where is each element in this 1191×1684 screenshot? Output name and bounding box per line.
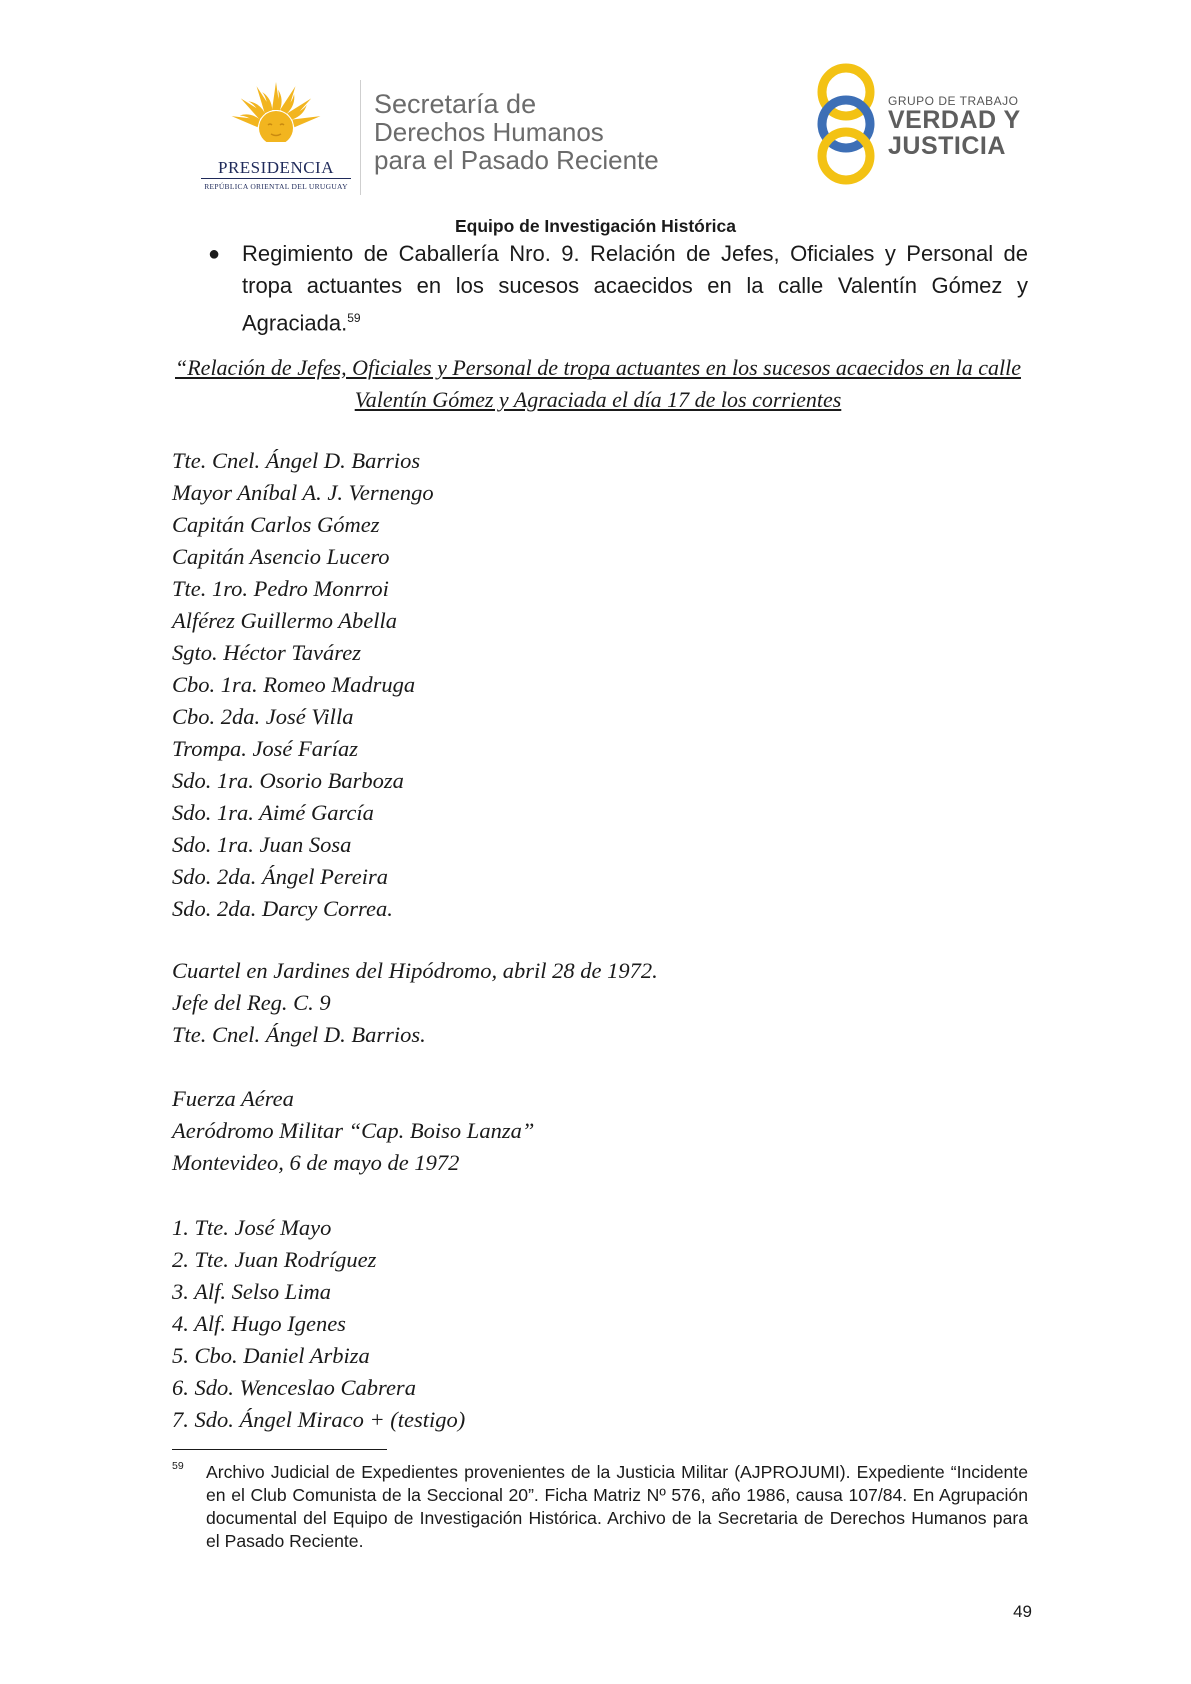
personnel-item: Sdo. 2da. Ángel Pereira bbox=[172, 864, 389, 889]
presidencia-subtitle: REPÚBLICA ORIENTAL DEL URUGUAY bbox=[204, 182, 348, 191]
personnel-item: Mayor Aníbal A. J. Vernengo bbox=[172, 480, 434, 505]
team-title: Equipo de Investigación Histórica bbox=[454, 216, 737, 236]
numbered-item: 1. Tte. José Mayo bbox=[172, 1215, 332, 1240]
bullet-text: Regimiento de Caballería Nro. 9. Relación de Jefes, Oficiales y Personal de tropa actuantes en los sucesos acaecidos en la calle Valentín Gómez y Agraciada. bbox=[242, 241, 1028, 336]
secretaria-logo-text bbox=[374, 90, 659, 174]
personnel-item: Cbo. 1ra. Romeo Madruga bbox=[172, 672, 416, 697]
numbered-item: 6. Sdo. Wenceslao Cabrera bbox=[172, 1375, 416, 1400]
presidencia-name: PRESIDENCIA bbox=[217, 158, 334, 177]
signature-line: Jefe del Reg. C. 9 bbox=[172, 990, 331, 1015]
personnel-item: Sdo. 1ra. Osorio Barboza bbox=[172, 768, 404, 793]
fuerza-aerea-line: Aeródromo Militar “Cap. Boiso Lanza” bbox=[172, 1118, 535, 1143]
gtvj-justicia: JUSTICIA bbox=[888, 132, 1006, 160]
fuerza-aerea-line: Fuerza Aérea bbox=[172, 1086, 294, 1111]
signature-line: Cuartel en Jardines del Hipódromo, abril 28 de 1972. bbox=[172, 958, 658, 983]
footnote-reference[interactable]: 59 bbox=[347, 311, 361, 325]
personnel-item: Sdo. 1ra. Juan Sosa bbox=[172, 832, 352, 857]
interlinked-rings-icon bbox=[808, 60, 888, 190]
fuerza-aerea-block bbox=[172, 1083, 534, 1179]
page-number: 49 bbox=[1013, 1602, 1032, 1621]
header-divider bbox=[360, 80, 361, 195]
numbered-item: 2. Tte. Juan Rodríguez bbox=[172, 1247, 377, 1272]
sun-icon bbox=[224, 80, 328, 160]
footnote-number: 59 bbox=[172, 1460, 184, 1472]
personnel-item: Tte. 1ro. Pedro Monrroi bbox=[172, 576, 389, 601]
gtvj-small-label: GRUPO DE TRABAJO bbox=[888, 94, 1019, 108]
personnel-item: Alférez Guillermo Abella bbox=[172, 608, 397, 633]
fuerza-aerea-line: Montevideo, 6 de mayo de 1972 bbox=[172, 1150, 460, 1175]
personnel-list bbox=[172, 445, 434, 925]
numbered-item: 4. Alf. Hugo Igenes bbox=[172, 1311, 346, 1336]
secretaria-line-1: Secretaría de bbox=[374, 89, 537, 119]
signature-block bbox=[172, 955, 658, 1051]
page-header bbox=[0, 60, 1191, 200]
quote-title: “Relación de Jefes, Oficiales y Personal de tropa actuantes en los sucesos acaecidos en la calle Valentín Gómez y Agraciada el día 17 de los corrientes bbox=[175, 355, 1021, 412]
personnel-item: Sdo. 2da. Darcy Correa. bbox=[172, 896, 393, 921]
footnote-text: Archivo Judicial de Expedientes provenientes de la Justicia Militar (AJPROJUMI). Expediente “Incidente en el Club Comunista de la Seccional 20”. Ficha Matriz Nº 576, año 1986, causa 107/84. En Agrupación documental del Equipo de Investigación Histórica. Archivo de la Secretaria de Derechos Humanos para el Pasado Reciente. bbox=[206, 1462, 1028, 1551]
personnel-item: Sdo. 1ra. Aimé García bbox=[172, 800, 374, 825]
gtvj-verdad: VERDAD Y bbox=[888, 106, 1021, 134]
numbered-item: 3. Alf. Selso Lima bbox=[172, 1279, 331, 1304]
personnel-item: Capitán Carlos Gómez bbox=[172, 512, 380, 537]
personnel-item: Sgto. Héctor Tavárez bbox=[172, 640, 361, 665]
numbered-list bbox=[172, 1212, 465, 1436]
signature-line: Tte. Cnel. Ángel D. Barrios. bbox=[172, 1022, 426, 1047]
secretaria-line-3: para el Pasado Reciente bbox=[374, 145, 659, 175]
footnote-separator bbox=[172, 1449, 387, 1450]
bullet-marker: ● bbox=[208, 243, 221, 265]
secretaria-line-2: Derechos Humanos bbox=[374, 117, 604, 147]
verdad-justicia-logo bbox=[808, 60, 1028, 190]
personnel-item: Trompa. José Faríaz bbox=[172, 736, 359, 761]
presidencia-divider bbox=[201, 178, 351, 179]
personnel-item: Capitán Asencio Lucero bbox=[172, 544, 390, 569]
presidencia-logo bbox=[196, 80, 356, 200]
numbered-item: 5. Cbo. Daniel Arbiza bbox=[172, 1343, 370, 1368]
bullet-text-wrap bbox=[242, 238, 1028, 339]
numbered-item: 7. Sdo. Ángel Miraco + (testigo) bbox=[172, 1407, 466, 1432]
personnel-item: Tte. Cnel. Ángel D. Barrios bbox=[172, 448, 421, 473]
personnel-item: Cbo. 2da. José Villa bbox=[172, 704, 354, 729]
